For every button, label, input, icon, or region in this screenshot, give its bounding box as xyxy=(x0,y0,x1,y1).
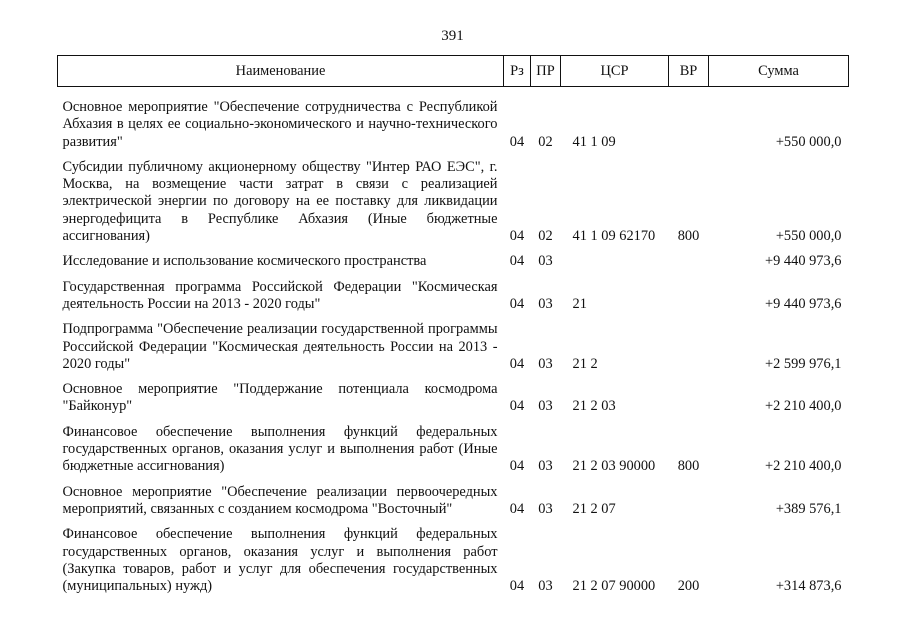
row-pr: 03 xyxy=(538,253,553,270)
row-sum: +2 210 400,0 xyxy=(765,398,842,415)
row-vr xyxy=(669,480,709,523)
row-sum: +314 873,6 xyxy=(775,578,842,595)
row-name: Основное мероприятие "Обеспечение сотрудничества с Республикой Абхазия в целях ее социально-экономического и научно-технического развития" xyxy=(62,99,498,150)
row-sum: +2 599 976,1 xyxy=(765,355,842,372)
header-pr: ПР xyxy=(531,56,561,87)
row-name: Исследование и использование космического пространства xyxy=(62,253,427,270)
row-rz: 04 xyxy=(509,295,525,312)
row-pr: 03 xyxy=(538,578,553,595)
row-name: Основное мероприятие "Обеспечение реализации первоочередных мероприятий, связанных с созданием космодрома "Восточный" xyxy=(62,483,498,517)
row-rz: 04 xyxy=(509,228,525,245)
row-csr: 41 1 09 62170 xyxy=(572,228,656,245)
row-csr: 41 1 09 xyxy=(572,133,616,150)
table-row xyxy=(58,275,849,318)
row-vr: 800 xyxy=(677,228,700,245)
row-csr xyxy=(561,249,669,274)
row-name: Основное мероприятие "Поддержание потенциала космодрома "Байконур" xyxy=(62,381,498,415)
row-sum: +550 000,0 xyxy=(775,133,842,150)
row-vr xyxy=(669,249,709,274)
header-name: Наименование xyxy=(58,56,504,87)
row-pr: 02 xyxy=(538,228,553,245)
row-name: Подпрограмма "Обеспечение реализации государственной программы Российской Федерации "Космическая деятельность России на 2013 - 2020 годы" xyxy=(62,321,498,372)
row-rz: 04 xyxy=(509,500,525,517)
table-row xyxy=(58,420,849,480)
header-rz: Рз xyxy=(504,56,531,87)
row-rz: 04 xyxy=(509,253,525,270)
table-row xyxy=(58,95,849,155)
row-name: Финансовое обеспечение выполнения функций федеральных государственных органов, оказания услуг и выполнения работ (Закупка товаров, работ и услуг для обеспечения государственных (муниципальных) нужд) xyxy=(62,526,498,595)
row-pr: 03 xyxy=(538,398,553,415)
row-vr: 800 xyxy=(677,458,700,475)
row-name: Финансовое обеспечение выполнения функций федеральных государственных органов, оказания услуг и выполнения работ (Иные бюджетные ассигнования) xyxy=(62,423,498,475)
row-csr: 21 2 03 xyxy=(572,398,616,415)
row-pr: 03 xyxy=(538,458,553,475)
row-pr: 03 xyxy=(538,500,553,517)
row-sum: +9 440 973,6 xyxy=(765,295,842,312)
row-rz: 04 xyxy=(509,398,525,415)
row-rz: 04 xyxy=(509,578,525,595)
row-csr: 21 2 07 90000 xyxy=(572,578,656,595)
row-sum: +9 440 973,6 xyxy=(765,253,842,270)
table-header-row xyxy=(58,56,849,87)
table-row xyxy=(58,377,849,420)
row-pr: 02 xyxy=(538,133,553,150)
table-row xyxy=(58,155,849,249)
row-csr: 21 2 07 xyxy=(572,500,616,517)
row-name: Государственная программа Российской Федерации "Космическая деятельность России на 2013 - 2020 годы" xyxy=(62,278,498,312)
row-rz: 04 xyxy=(509,458,525,475)
row-vr: 200 xyxy=(677,578,700,595)
header-sum: Сумма xyxy=(709,56,849,87)
row-rz: 04 xyxy=(509,355,525,372)
row-vr xyxy=(669,275,709,318)
row-vr xyxy=(669,95,709,155)
row-pr: 03 xyxy=(538,355,553,372)
row-sum: +2 210 400,0 xyxy=(765,458,842,475)
row-csr: 21 xyxy=(572,295,587,312)
table-row xyxy=(58,480,849,523)
row-sum: +550 000,0 xyxy=(775,228,842,245)
budget-table xyxy=(57,55,849,599)
row-name: Субсидии публичному акционерному обществу "Интер РАО ЕЭС", г. Москва, на возмещение части затрат в связи с реализацией электрической энергии по договору на ее поставку для ликвидации энергодефицита в Республике Абхазия (Иные бюджетные ассигнования) xyxy=(62,158,498,245)
header-vr: ВР xyxy=(669,56,709,87)
table-row xyxy=(58,317,849,377)
row-pr: 03 xyxy=(538,295,553,312)
row-csr: 21 2 03 90000 xyxy=(572,458,656,475)
table-row xyxy=(58,522,849,599)
page-number: 391 xyxy=(441,28,464,44)
row-vr xyxy=(669,377,709,420)
row-vr xyxy=(669,317,709,377)
row-csr: 21 2 xyxy=(572,355,598,372)
row-sum: +389 576,1 xyxy=(775,500,842,517)
table-row xyxy=(58,249,849,274)
header-csr: ЦСР xyxy=(561,56,669,87)
row-rz: 04 xyxy=(509,133,525,150)
